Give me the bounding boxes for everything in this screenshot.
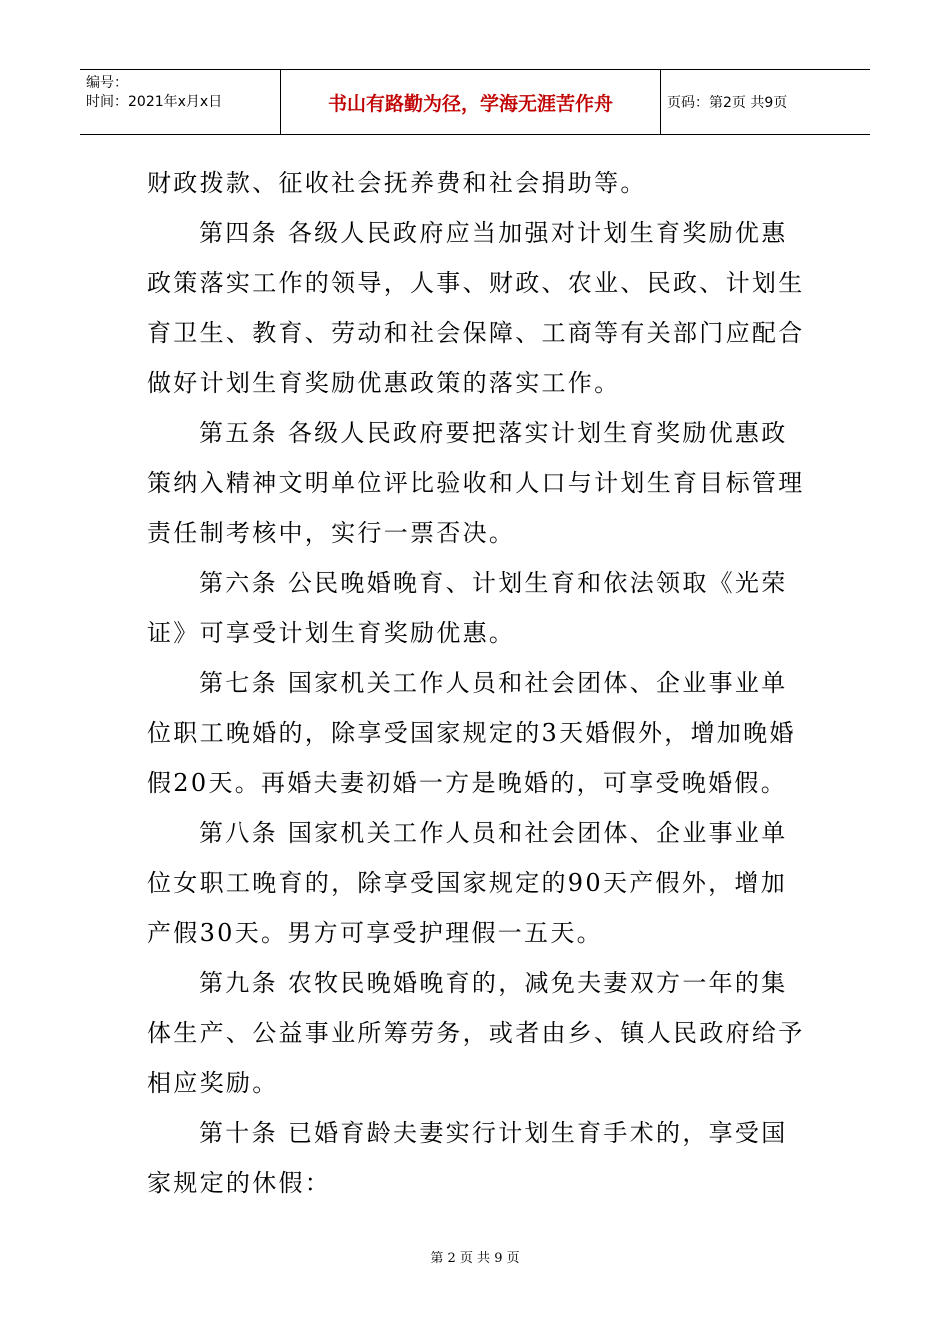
article-7: 第七条 国家机关工作人员和社会团体、企业事业单位职工晚婚的，除享受国家规定的3天婚假外，增加晚婚假20天。再婚夫妻初婚一方是晚婚的，可享受晚婚假。 bbox=[147, 669, 796, 797]
article-8: 第八条 国家机关工作人员和社会团体、企业事业单位女职工晚育的，除享受国家规定的90天产假外，增加产假30天。男方可享受护理假一五天。 bbox=[147, 819, 788, 947]
header-page-info: 页码：第2页 共9页 bbox=[667, 95, 788, 111]
document-body bbox=[147, 158, 807, 1208]
article-5: 第五条 各级人民政府要把落实计划生育奖励优惠政策纳入精神文明单位评比验收和人口与计划生育目标管理责任制考核中，实行一票否决。 bbox=[147, 419, 805, 547]
continuation-paragraph: 财政拨款、征收社会抚养费和社会捐助等。 bbox=[147, 169, 647, 197]
document-number-label: 编号： bbox=[86, 75, 128, 91]
page-header bbox=[80, 69, 870, 135]
article-6: 第六条 公民晚婚晚育、计划生育和依法领取《光荣证》可享受计划生育奖励优惠。 bbox=[147, 569, 788, 647]
header-meta bbox=[80, 70, 281, 134]
article-9: 第九条 农牧民晚婚晚育的，减免夫妻双方一年的集体生产、公益事业所筹劳务，或者由乡、镇人民政府给予相应奖励。 bbox=[147, 969, 805, 1097]
header-motto: 书山有路勤为径，学海无涯苦作舟 bbox=[281, 70, 661, 134]
page-footer: 第 2 页 共 9 页 bbox=[430, 1251, 520, 1266]
article-4: 第四条 各级人民政府应当加强对计划生育奖励优惠政策落实工作的领导，人事、财政、农业、民政、计划生育卫生、教育、劳动和社会保障、工商等有关部门应配合做好计划生育奖励优惠政策的落实工作。 bbox=[147, 219, 805, 397]
article-10: 第十条 已婚育龄夫妻实行计划生育手术的，享受国家规定的休假： bbox=[147, 1119, 788, 1197]
document-time-label: 时间：2021年x月x日 bbox=[86, 94, 223, 110]
